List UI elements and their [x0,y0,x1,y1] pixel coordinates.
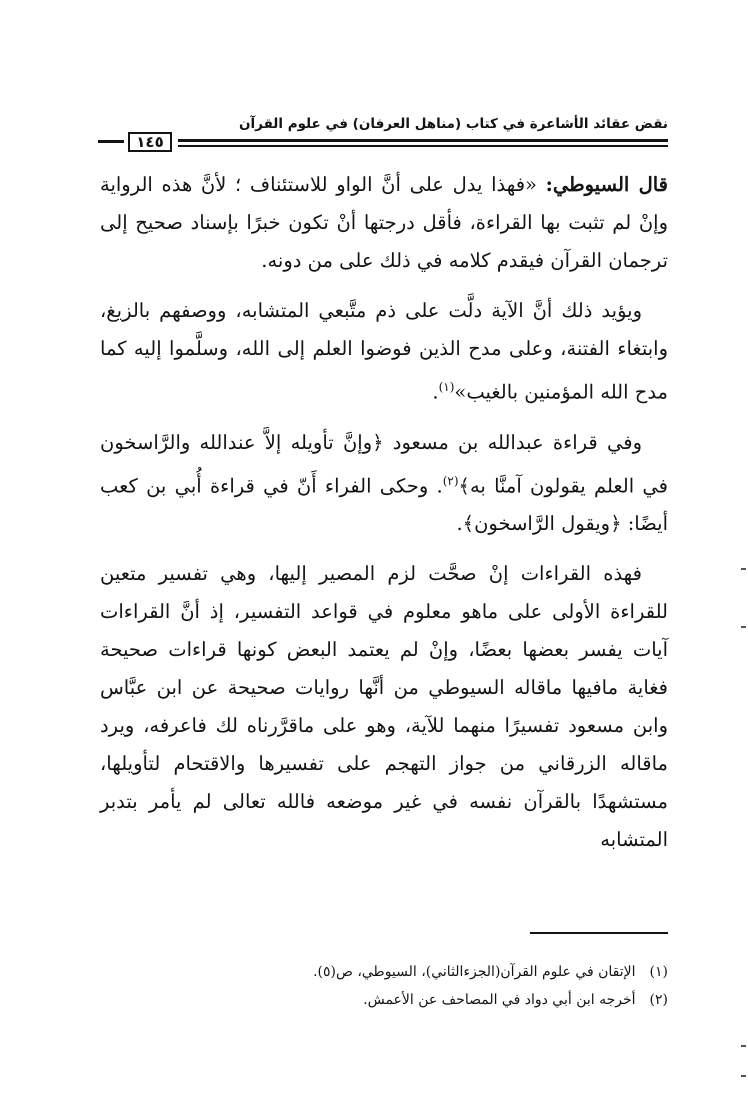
scan-mark [741,626,746,628]
footnotes [100,958,668,1014]
page-number [128,132,172,152]
paragraph-4-text: فهذه القراءات إنْ صحَّت لزم المصير إليها، وهي تفسير متعين للقراءة الأولى على ماهو معلوم في قواعد التفسير، إذ أنَّ القراءات آيات يفسر بعضها بعضًا، وإنْ لم يعتمد البعض كونها قراءات صحيحة فغاية مافيها ماقاله السيوطي من أنَّها روايات صحيحة عن ابن عبَّاس وابن مسعود تفسيرًا منهما للآية، وهو على ماقرَّرناه لك فاعرفه، ويرد ماقاله الزرقاني من جواز التهجم على تفسيرها والاقتحام لتأويلها، مستشهدًا بالقرآن نفسه في غير موضعه فالله تعالى لم يأمر بتدبر المتشابه [100,562,668,851]
paragraph-3 [100,424,668,544]
paragraph-3-text-a: وفي قراءة عبدالله بن مسعود ﴿وإنَّ تأويله إلاَّ عندالله والرَّاسخون في العلم يقولون آمنَّا به﴾ [100,430,668,497]
paragraph-3-text-b: . وحكى الفراء أَنّ في قراءة أُبي بن كعب أيضًا: ﴿ويقول الرَّاسخون﴾. [100,474,668,535]
paragraph-2-text: ويؤيد ذلك أنَّ الآية دلَّت على ذم متَّبعي المتشابه، ووصفهم بالزيغ، وابتغاء الفتنة، وعلى مدح الذين فوضوا العلم إلى الله، وسلَّموا إليه كما مدح الله المؤمنين بالغيب» [100,299,668,404]
page-header [98,108,668,164]
header-rule-thick [178,139,668,142]
footnote-2 [100,986,668,1014]
main-text [100,166,668,871]
running-title: نقض عقائد الأشاعرة في كتاب (مناهل العرفان) في علوم القرآن [239,116,668,132]
paragraph-1-text: «فهذا يدل على أنَّ الواو للاستئناف ؛ لأنَّ هذه الرواية وإنْ لم تثبت بها القراءة، فأقل درجتها أنْ تكون خبرًا بإسناد صحيح إلى ترجمان القرآن فيقدم كلامه في ذلك على من دونه. [100,173,668,272]
paragraph-4 [100,555,668,859]
footnote-ref-2: (٢) [442,473,459,488]
footnote-divider [530,932,668,934]
paragraph-1 [100,166,668,280]
footnote-text: أخرجه ابن أبي دواد في المصاحف عن الأعمش. [363,992,636,1008]
footnote-1 [100,958,668,986]
scan-mark [741,1045,746,1047]
footnote-number: (٢) [649,992,668,1008]
scan-mark [741,568,746,570]
footnote-ref-1: (١) [438,380,455,394]
footnote-number: (١) [649,964,668,980]
paragraph-2: ويؤيد ذلك أنَّ الآية دلَّت على ذم متَّبعي المتشابه، ووصفهم بالزيغ، وابتغاء الفتنة، وعلى مدح الذين فوضوا العلم إلى الله، وسلَّموا إليه كما مدح الله المؤمنين بالغيب»$^{(١)}$. [100,299,668,404]
page-number-text: ١٤٥ [136,132,164,151]
header-rule-left [98,140,124,143]
footnote-text: الإتقان في علوم القرآن(الجزءالثاني)، السيوطي، ص(٥). [313,964,636,980]
scan-mark [741,1075,746,1077]
paragraph-lead: قال السيوطي: [545,173,669,196]
header-rule-thin [178,145,668,147]
